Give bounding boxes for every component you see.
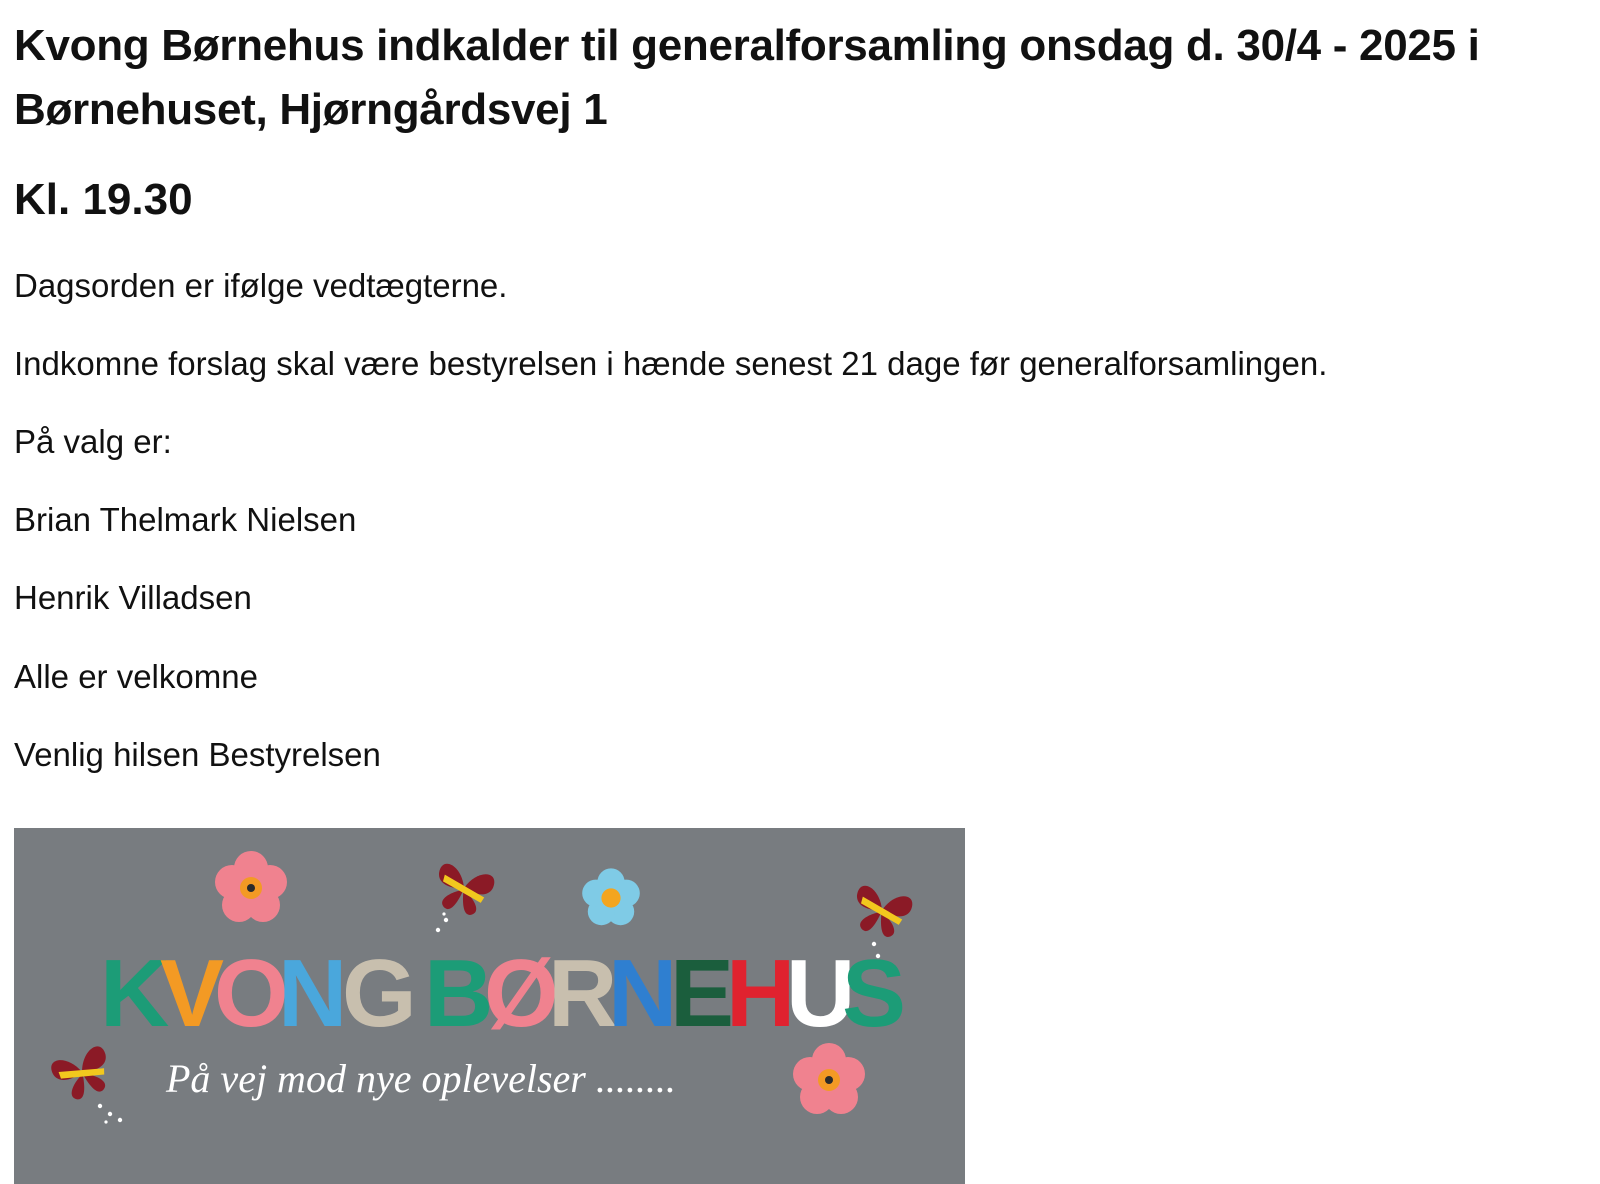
svg-text:H: H (726, 940, 796, 1047)
proposals-paragraph: Indkomne forslag skal være bestyrelsen i hænde senest 21 dage før generalforsamlingen. (14, 345, 1328, 382)
agenda-paragraph: Dagsorden er ifølge vedtægterne. (14, 267, 508, 304)
logo-text (100, 940, 906, 1047)
butterfly-icon (49, 1044, 117, 1105)
welcome-text: Alle er velkomne (14, 658, 258, 695)
document (14, 0, 1590, 773)
svg-text:O: O (214, 940, 289, 1047)
election-heading: På valg er: (14, 423, 172, 460)
candidate-name: Henrik Villadsen (14, 579, 252, 616)
tagline: På vej mod nye oplevelser ........ (166, 1056, 676, 1101)
svg-text:S: S (842, 940, 907, 1047)
candidate-name: Brian Thelmark Nielsen (14, 501, 357, 538)
butterfly-icon (430, 862, 496, 919)
svg-text:K: K (100, 940, 170, 1047)
svg-text:V: V (160, 940, 225, 1047)
signature-text: Venlig hilsen Bestyrelsen (14, 736, 381, 773)
svg-text:B: B (424, 940, 494, 1047)
svg-text:N: N (278, 940, 348, 1047)
svg-text:Ø: Ø (484, 940, 559, 1047)
svg-text:N: N (608, 940, 678, 1047)
meeting-time: Kl. 19.30 (14, 175, 193, 224)
svg-text:G: G (342, 940, 417, 1047)
svg-text:U: U (786, 940, 856, 1047)
svg-text:E: E (670, 940, 735, 1047)
butterfly-icon (848, 884, 914, 941)
svg-text:R: R (548, 940, 618, 1047)
document-title: Kvong Børnehus indkalder til generalforsamling onsdag d. 30/4 - 2025 i Børnehuset, Hjørngårdsvej 1 (14, 21, 1480, 134)
kvong-logo-banner (14, 828, 965, 1184)
blue-flower-icon (582, 868, 640, 925)
pink-flower-icon (215, 851, 287, 922)
pink-flower-icon (793, 1043, 865, 1114)
